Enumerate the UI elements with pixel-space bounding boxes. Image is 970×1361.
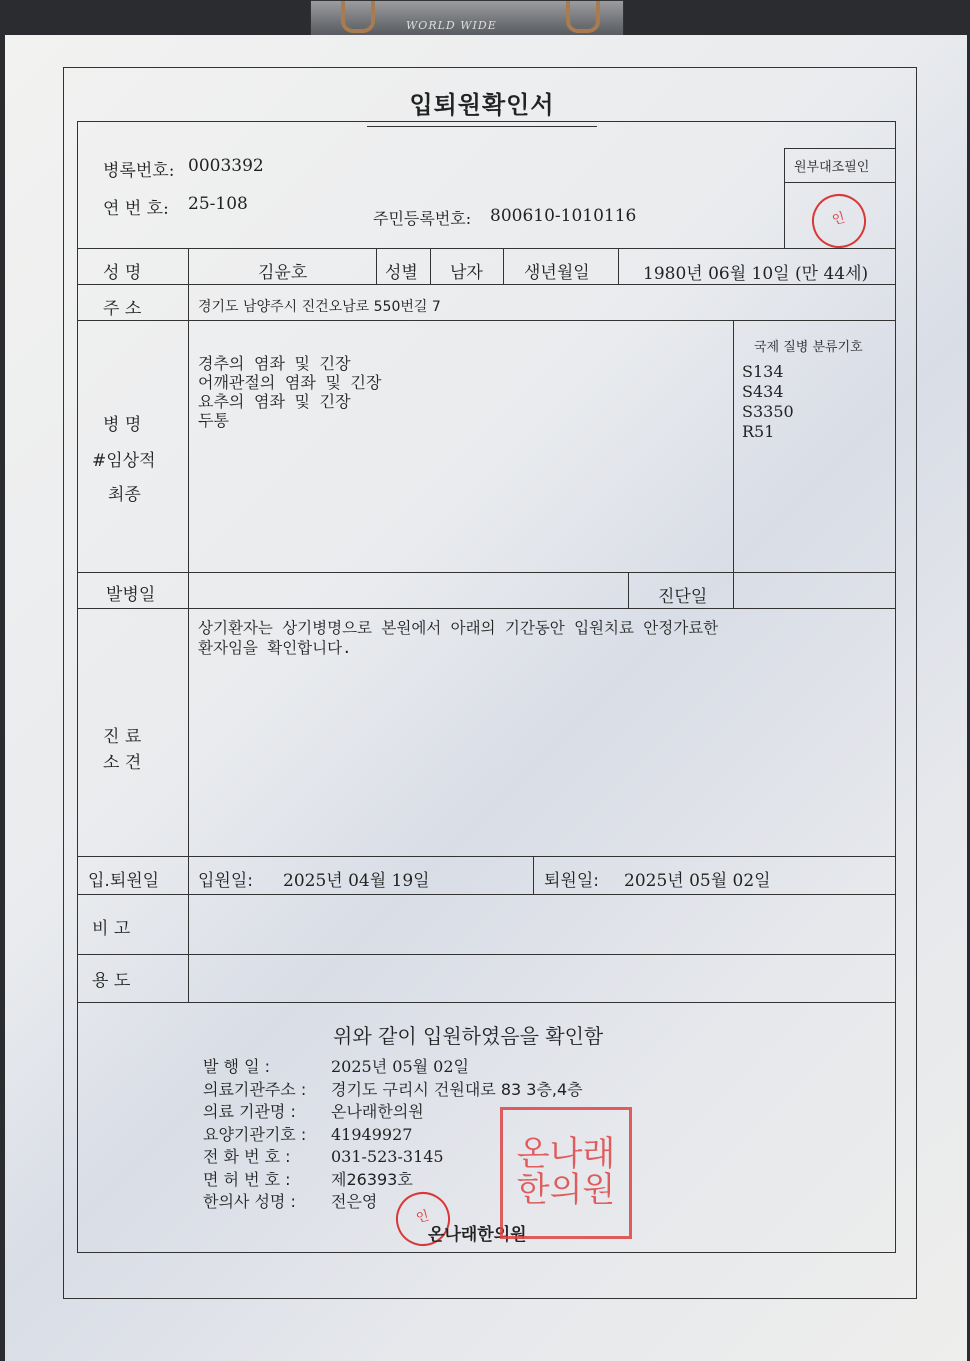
issue-row	[203, 1079, 583, 1102]
diagnosis-item: 요추의 염좌 및 긴장	[198, 392, 351, 411]
discharge-date-label: 퇴원일:	[544, 871, 599, 891]
admit-date-label: 입원일:	[198, 871, 253, 891]
document-paper	[5, 35, 967, 1361]
icd-code: S134	[742, 362, 784, 381]
license-value: 제26393호	[331, 1169, 413, 1189]
discharge-date-value: 2025년 05월 02일	[624, 871, 771, 891]
issue-date-value: 2025년 05월 02일	[331, 1057, 469, 1076]
admission-label: 입.퇴원일	[88, 871, 160, 891]
form-table	[77, 121, 896, 1253]
clip-ring-icon	[341, 1, 375, 33]
opinion-text	[198, 618, 718, 658]
icd-code: R51	[742, 422, 775, 441]
address-value: 경기도 남양주시 진건오남로 550번길 7	[198, 299, 441, 315]
clinic-name-value: 온나래한의원	[331, 1102, 424, 1121]
sex-value: 남자	[450, 263, 483, 283]
rrn-value: 800610-1010116	[490, 206, 637, 226]
sex-label: 성별	[385, 263, 418, 283]
confirm-text: 위와 같이 입원하였음을 확인함	[333, 1024, 604, 1048]
clinic-signature: 온나래한의원	[428, 1225, 527, 1245]
opinion-line: 상기환자는 상기병명으로 본원에서 아래의 기간동안 입원치료 안정가료한	[198, 619, 719, 637]
diagnosis-item: 두통	[198, 411, 229, 430]
doctor-seal: 인	[390, 1186, 456, 1252]
clip-ring-icon	[566, 1, 600, 33]
opinion-line: 환자임을 확인합니다.	[198, 639, 352, 657]
icd-code: S434	[742, 382, 784, 401]
name-label: 성 명	[103, 263, 142, 283]
icd-code: S3350	[742, 402, 794, 421]
dob-label: 생년월일	[524, 263, 590, 283]
diagnosis-item: 어깨관절의 염좌 및 긴장	[198, 373, 382, 392]
issue-date-label: 발 행 일 :	[203, 1057, 271, 1076]
serial-value: 25-108	[188, 194, 248, 214]
phone-label: 전 화 번 호 :	[203, 1147, 291, 1166]
license-label: 면 허 번 호 :	[203, 1169, 291, 1189]
doctor-name-value: 전은영	[331, 1192, 378, 1211]
original-check-label: 원부대조필인	[794, 160, 870, 175]
name-value: 김윤호	[258, 263, 308, 283]
doctor-name-label: 한의사 성명 :	[203, 1192, 296, 1211]
address-label: 주 소	[103, 299, 142, 319]
purpose-label: 용 도	[92, 971, 131, 991]
final-label: 최종	[108, 485, 141, 505]
diagnosis-list	[198, 354, 381, 430]
onset-label: 발병일	[106, 585, 156, 605]
issue-row	[203, 1056, 583, 1079]
opinion-label-1: 진 료	[103, 727, 142, 747]
clinic-address-value: 경기도 구리시 건원대로 83 3층,4층	[331, 1079, 583, 1099]
opinion-label-2: 소 견	[103, 753, 142, 773]
clinic-seal: 온나래한의원	[500, 1107, 632, 1239]
rrn-label: 주민등록번호:	[373, 209, 472, 228]
document-title: 입퇴원확인서	[367, 85, 597, 127]
diagnosis-date-label: 진단일	[658, 587, 708, 607]
clinical-label: #임상적	[92, 451, 156, 471]
reg-label: 병록번호:	[103, 161, 175, 181]
clinic-address-label: 의료기관주소 :	[203, 1079, 307, 1099]
disease-label: 병 명	[103, 415, 142, 435]
clinic-name-label: 의료 기관명 :	[203, 1102, 296, 1121]
icd-label: 국제 질병 분류기호	[754, 340, 863, 355]
phone-value: 031-523-3145	[331, 1147, 444, 1166]
serial-label: 연 번 호:	[103, 199, 169, 219]
provider-code-label: 요양기관기호 :	[203, 1124, 307, 1144]
admit-date-value: 2025년 04월 19일	[283, 871, 430, 891]
remark-label: 비 고	[92, 919, 131, 939]
reg-value: 0003392	[188, 156, 264, 176]
small-seal: 인	[806, 188, 872, 254]
dob-value: 1980년 06월 10일 (만 44세)	[643, 264, 869, 284]
icd-code-list	[742, 362, 794, 442]
provider-code-value: 41949927	[331, 1124, 413, 1144]
diagnosis-item: 경추의 염좌 및 긴장	[198, 354, 351, 373]
clip-brand: WORLD WIDE	[406, 19, 497, 32]
